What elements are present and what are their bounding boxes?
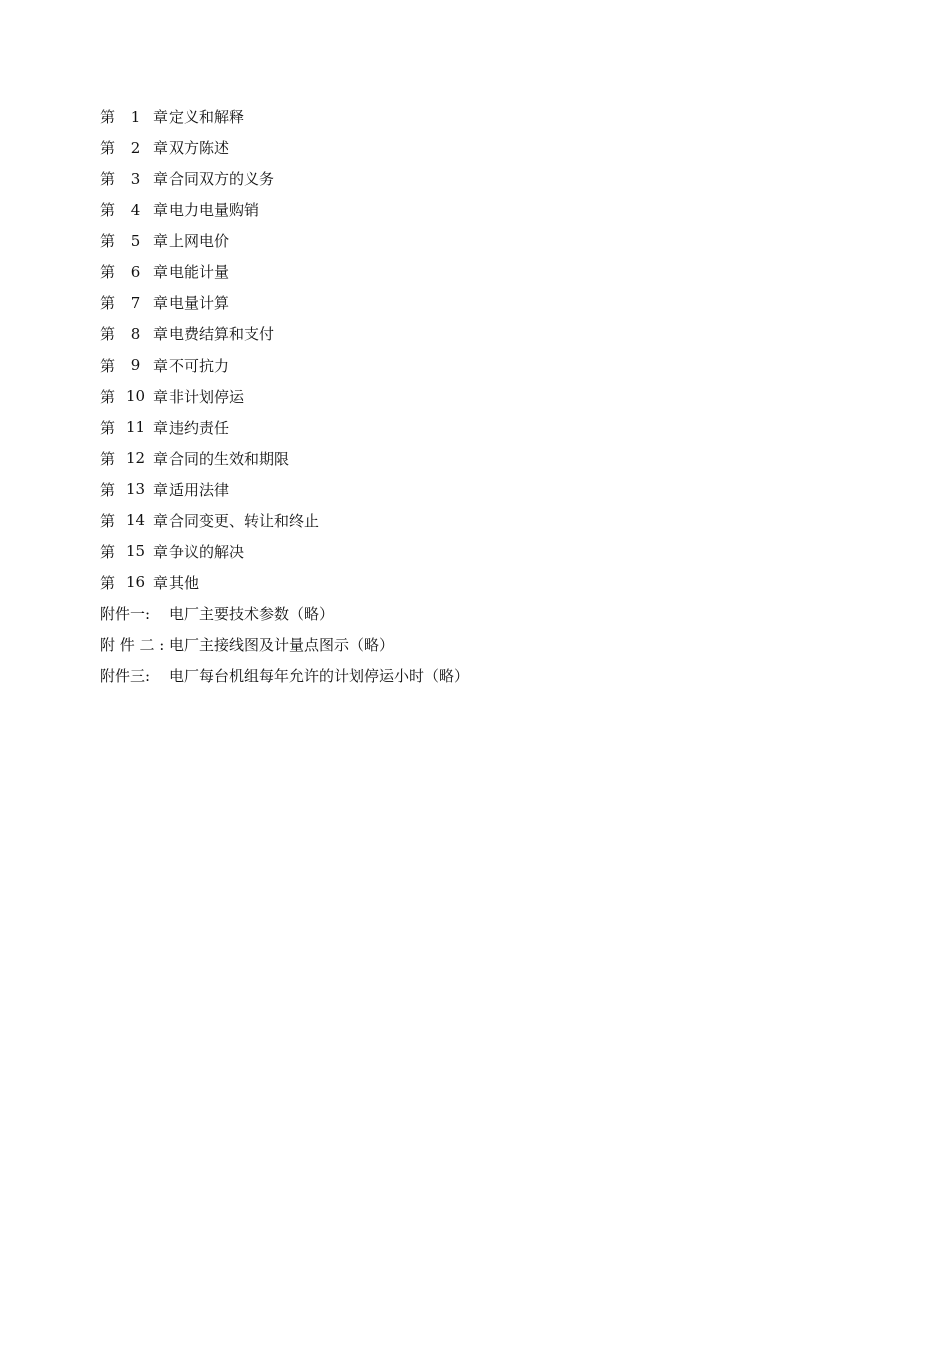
chapter-title: 电量计算 xyxy=(169,294,230,313)
chapter-suffix: 章 xyxy=(153,480,169,499)
chapter-prefix: 第 xyxy=(100,294,116,313)
chapter-entry xyxy=(100,474,860,505)
chapter-number: 14 xyxy=(125,511,146,530)
chapter-number: 9 xyxy=(130,356,141,375)
chapter-prefix: 第 xyxy=(100,170,116,189)
appendix-title: 电厂每台机组每年允许的计划停运小时（略） xyxy=(169,667,470,686)
chapter-suffix: 章 xyxy=(153,325,169,344)
chapter-title: 定义和解释 xyxy=(169,108,245,127)
chapter-prefix: 第 xyxy=(100,480,116,499)
chapter-entry xyxy=(100,350,860,381)
chapter-entry xyxy=(100,318,860,349)
chapter-number: 15 xyxy=(125,542,146,561)
chapter-entry xyxy=(100,132,860,163)
chapter-prefix: 第 xyxy=(100,387,116,406)
chapter-entry xyxy=(100,287,860,318)
chapter-number: 3 xyxy=(130,169,141,188)
chapter-title: 不可抗力 xyxy=(169,356,230,375)
chapter-number: 13 xyxy=(125,480,146,499)
chapter-suffix: 章 xyxy=(153,263,169,282)
chapter-number: 11 xyxy=(125,418,146,437)
chapter-suffix: 章 xyxy=(153,511,169,530)
chapter-suffix: 章 xyxy=(153,418,169,437)
chapter-entry xyxy=(100,536,860,567)
appendix-label: 附件一: xyxy=(100,605,151,624)
chapter-suffix: 章 xyxy=(153,232,169,251)
chapter-suffix: 章 xyxy=(153,573,169,592)
chapter-prefix: 第 xyxy=(100,418,116,437)
chapter-title: 上网电价 xyxy=(169,232,230,251)
chapter-number: 12 xyxy=(125,449,146,468)
chapter-number: 16 xyxy=(125,573,146,592)
chapter-entry xyxy=(100,443,860,474)
chapter-title: 合同的生效和期限 xyxy=(169,449,290,468)
chapter-suffix: 章 xyxy=(153,170,169,189)
chapter-suffix: 章 xyxy=(153,139,169,158)
chapter-title: 电能计量 xyxy=(169,263,230,282)
chapter-title: 适用法律 xyxy=(169,480,230,499)
appendix-title: 电厂主接线图及计量点图示（略） xyxy=(169,636,395,655)
chapter-prefix: 第 xyxy=(100,325,116,344)
chapter-prefix: 第 xyxy=(100,232,116,251)
chapter-entry xyxy=(100,256,860,287)
chapter-prefix: 第 xyxy=(100,511,116,530)
chapter-suffix: 章 xyxy=(153,108,169,127)
appendix-entry xyxy=(100,660,860,691)
chapter-entry xyxy=(100,101,860,132)
chapter-entry xyxy=(100,567,860,598)
table-of-contents xyxy=(100,101,860,691)
chapter-prefix: 第 xyxy=(100,263,116,282)
chapter-title: 违约责任 xyxy=(169,418,230,437)
chapter-title: 其他 xyxy=(169,573,200,592)
chapter-number: 6 xyxy=(130,262,141,281)
chapter-suffix: 章 xyxy=(153,542,169,561)
chapter-title: 非计划停运 xyxy=(169,387,245,406)
appendix-title: 电厂主要技术参数（略） xyxy=(169,605,335,624)
chapter-number: 8 xyxy=(130,324,141,343)
chapter-title: 电力电量购销 xyxy=(169,201,260,220)
chapter-prefix: 第 xyxy=(100,139,116,158)
chapter-entry xyxy=(100,194,860,225)
chapter-title: 合同变更、转让和终止 xyxy=(169,511,320,530)
chapter-entry xyxy=(100,412,860,443)
appendix-entry xyxy=(100,598,860,629)
chapter-prefix: 第 xyxy=(100,573,116,592)
chapter-title: 争议的解决 xyxy=(169,542,245,561)
chapter-number: 5 xyxy=(130,231,141,250)
chapter-prefix: 第 xyxy=(100,542,116,561)
chapter-number: 4 xyxy=(130,200,141,219)
chapter-prefix: 第 xyxy=(100,356,116,375)
chapter-number: 1 xyxy=(130,107,141,126)
appendix-entry xyxy=(100,629,860,660)
chapter-entry xyxy=(100,505,860,536)
chapter-suffix: 章 xyxy=(153,387,169,406)
chapter-suffix: 章 xyxy=(153,449,169,468)
chapter-suffix: 章 xyxy=(153,201,169,220)
chapter-number: 2 xyxy=(130,138,141,157)
chapter-suffix: 章 xyxy=(153,294,169,313)
chapter-prefix: 第 xyxy=(100,201,116,220)
chapter-entry xyxy=(100,381,860,412)
chapter-title: 合同双方的义务 xyxy=(169,170,275,189)
chapter-entry xyxy=(100,163,860,194)
appendix-label: 附件三: xyxy=(100,667,151,686)
appendix-label: 附 件 二 : xyxy=(100,636,165,655)
chapter-prefix: 第 xyxy=(100,449,116,468)
chapter-suffix: 章 xyxy=(153,356,169,375)
chapter-title: 电费结算和支付 xyxy=(169,325,275,344)
chapter-entry xyxy=(100,225,860,256)
chapter-number: 10 xyxy=(125,387,146,406)
chapter-title: 双方陈述 xyxy=(169,139,230,158)
chapter-prefix: 第 xyxy=(100,108,116,127)
chapter-number: 7 xyxy=(130,293,141,312)
